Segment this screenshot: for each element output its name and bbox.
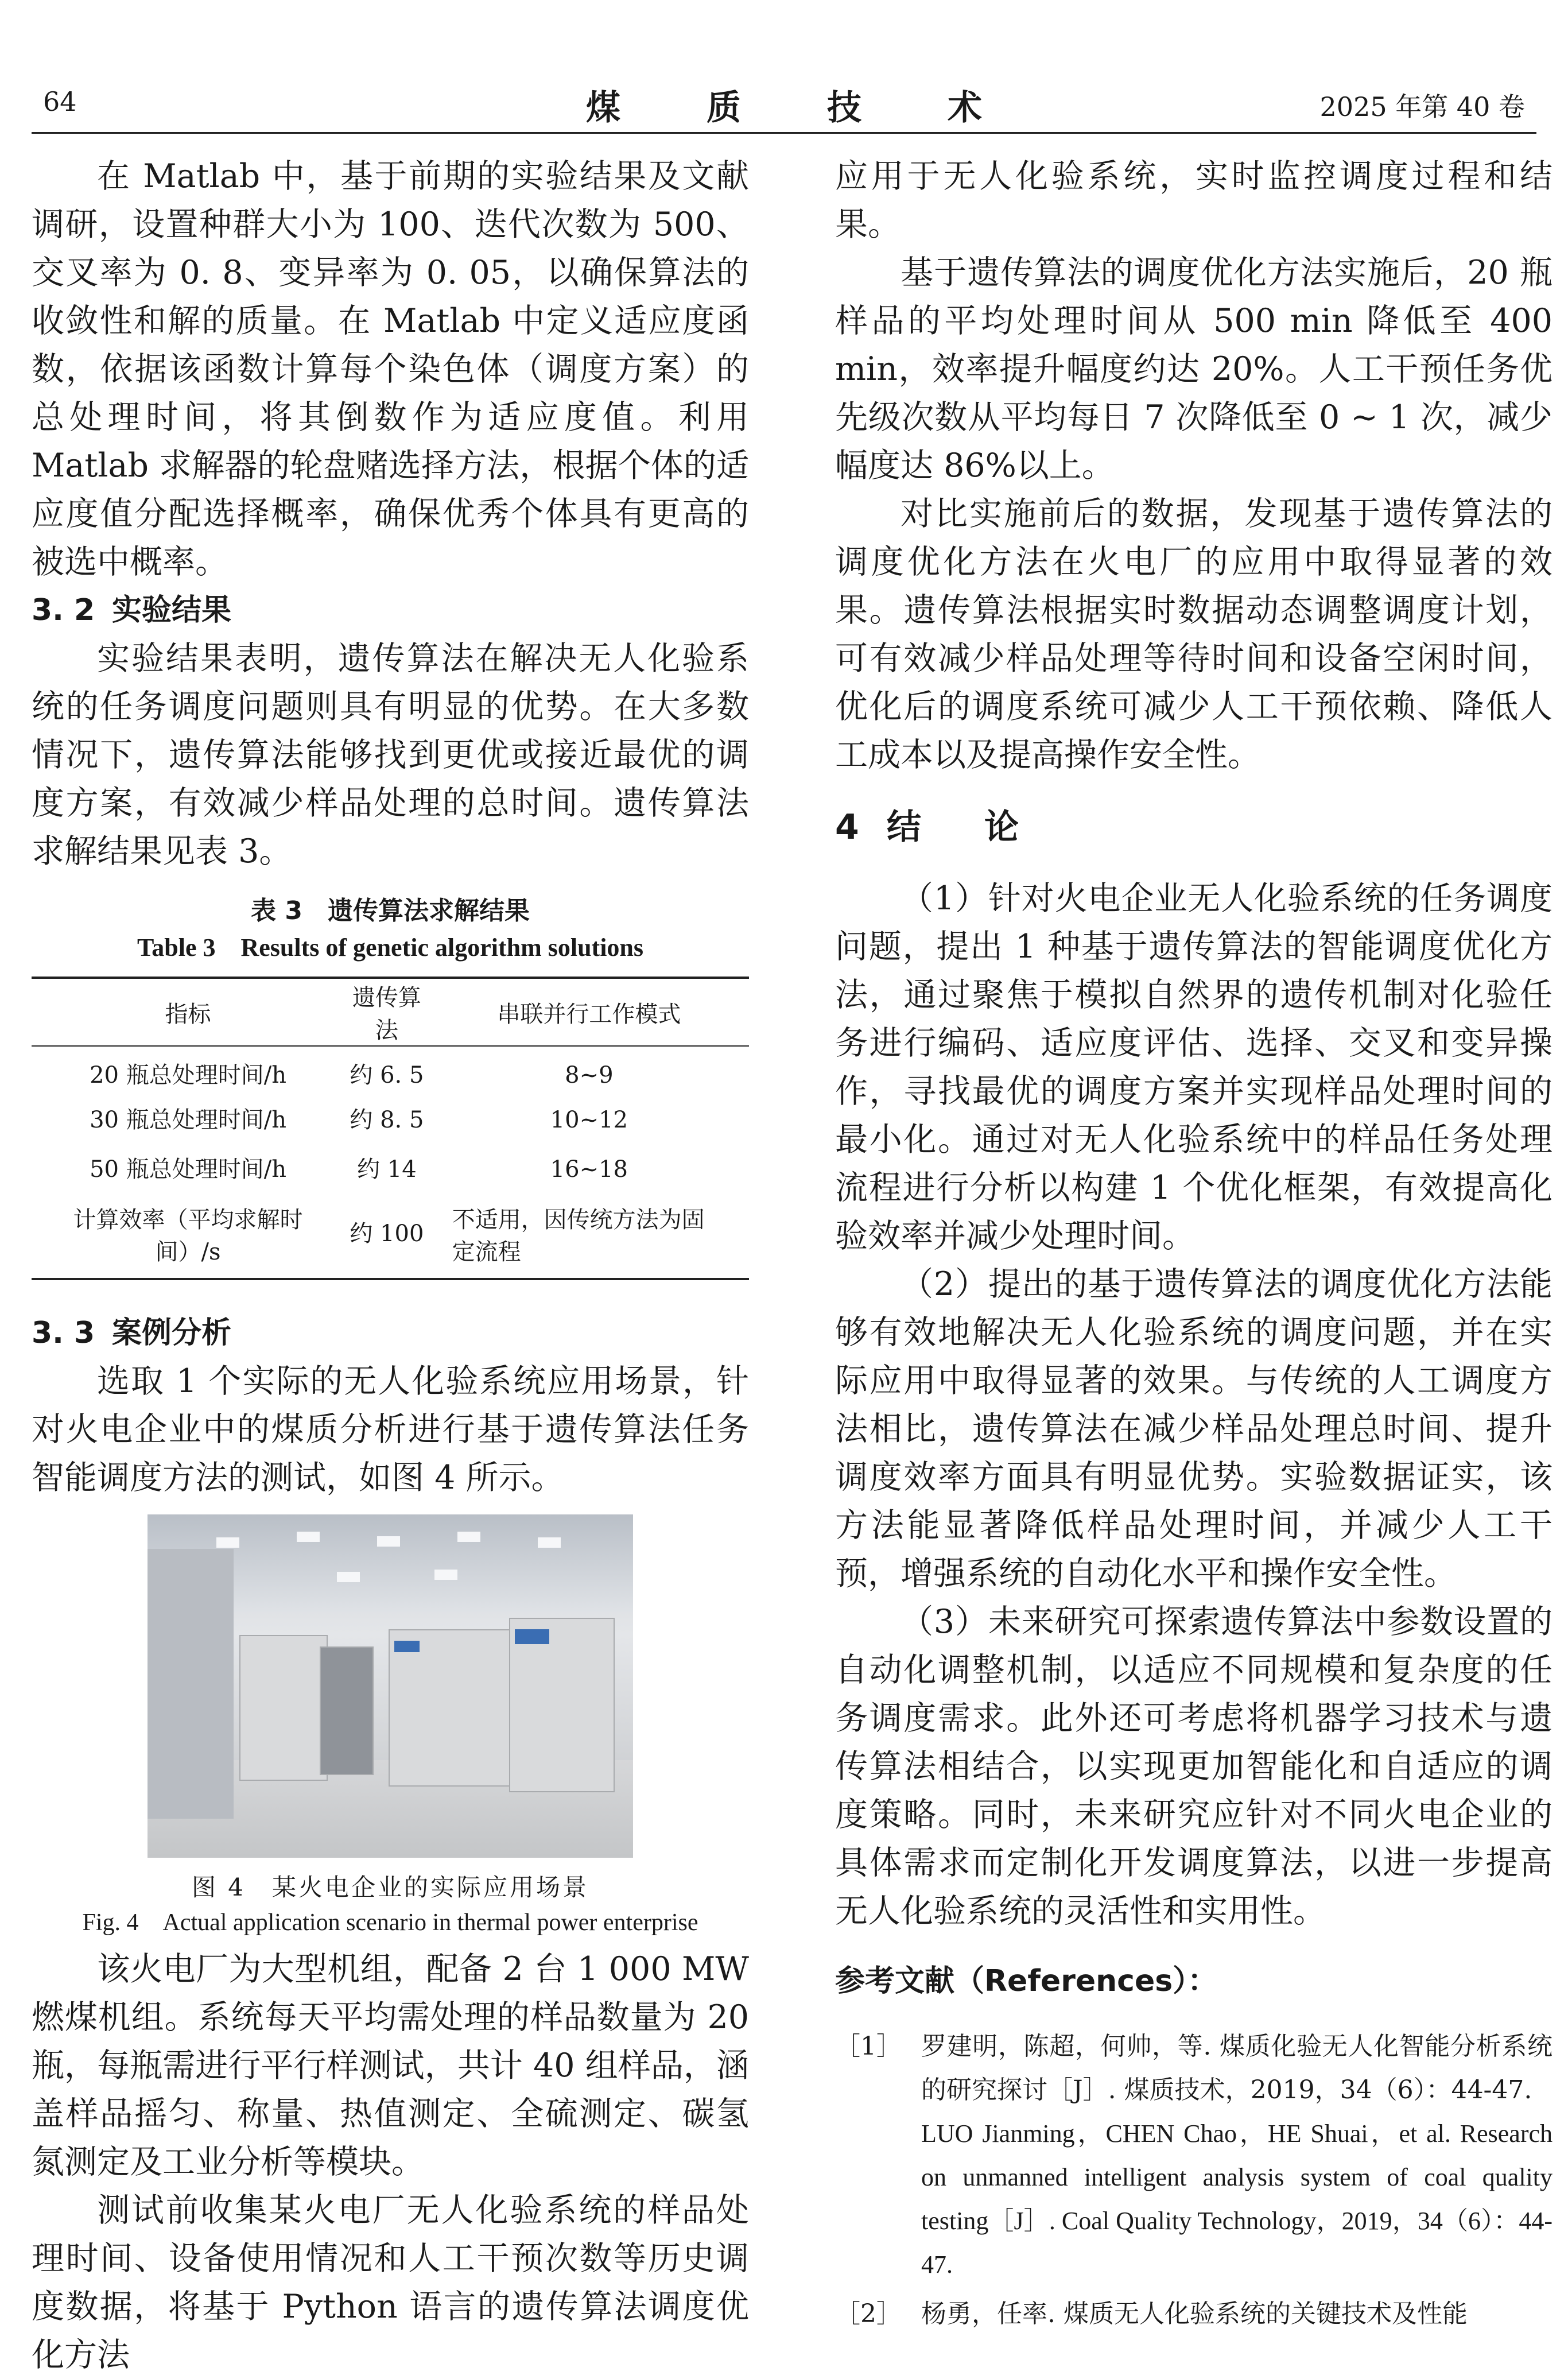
figure-machine [320,1646,374,1775]
volume-label: 2025 年第 40 卷 [1319,91,1525,122]
reference-number: ［2］ [835,2299,902,2328]
paragraph-experiment-results: 实验结果表明，遗传算法在解决无人化验系统的任务调度问题则具有明显的优势。在大多数情况下，遗传算法能够找到更优或接近最优的调度方案，有效减少样品处理的总时间。遗传算法求解结果见表 3。 [32,640,749,870]
paragraph-continued: 应用于无人化验系统，实时监控调度过程和结果。 [835,157,1553,243]
ceiling-light [377,1536,400,1547]
table-header-cell: 指标 [32,978,344,1046]
section-3-2-heading [32,586,749,634]
reference-number: ［1］ [835,2032,902,2061]
ceiling-light [297,1532,320,1542]
results-table [32,977,749,1280]
paragraph-case-intro: 选取 1 个实际的无人化验系统应用场景，针对火电企业中的煤质分析进行基于遗传算法任务智能调度方法的测试，如图 4 所示。 [32,1362,749,1497]
left-column [32,152,749,2379]
figure-machine-badge [515,1629,549,1644]
ceiling-light [337,1572,360,1582]
table-cell: 不适用，因传统方法为固定流程 [452,1207,705,1265]
paragraph-data-collection: 测试前收集某火电厂无人化验系统的样品处理时间、设备使用情况和人工干预次数等历史调度数据，将基于 Python 语言的遗传算法调度优化方法 [32,2191,749,2374]
table-cell: 约 8. 5 [350,1107,424,1133]
table-header-cell: 串联并行工作模式 [429,978,749,1046]
table-caption-en: Table 3 Results of genetic algorithm solutions [137,933,644,962]
conclusion-3: （3）未来研究可探索遗传算法中参数设置的自动化调整机制，以适应不同规模和复杂度的任务调度需求。此外还可考虑将机器学习技术与遗传算法相结合，以实现更加智能化和自适应的调度策略。同时，未来研究应针对不同火电企业的具体需求而定制化开发调度算法，以进一步提高无人化验系统的灵活性和实用性。 [835,1603,1553,1930]
reference-item [835,2292,1553,2336]
section-title: 结论 [887,807,1082,847]
section-4-heading [835,803,1553,851]
table-cell: 约 6. 5 [350,1062,424,1088]
table-cell: 16~18 [550,1156,628,1183]
table-cell: 约 100 [350,1220,424,1247]
table-cell: 约 14 [357,1156,417,1183]
paragraph-power-plant: 该火电厂为大型机组，配备 2 台 1 000 MW 燃煤机组。系统每天平均需处理的样品数量为 20 瓶，每瓶需进行平行样测试，共计 40 组样品，涵盖样品摇匀、称量、热值测定、全硫测定、碳氢氮测定及工业分析等模块。 [32,1950,749,2181]
ceiling-light [216,1537,239,1548]
table-cell: 10~12 [550,1107,628,1133]
section-3-3-heading [32,1309,749,1357]
references-heading: 参考文献（References）： [835,1964,1218,1998]
ceiling-light [434,1570,457,1580]
ceiling-light [538,1537,561,1548]
table-cell: 计算效率（平均求解时间）/s [73,1207,303,1265]
section-number: 3. 2 [32,593,95,627]
table-cell: 20 瓶总处理时间/h [90,1062,286,1088]
paragraph-matlab-setup: 在 Matlab 中，基于前期的实验结果及文献调研，设置种群大小为 100、迭代次数为 500、交叉率为 0. 8、变异率为 0. 05，以确保算法的收敛性和解的质量。在 Matlab 中定义适应度函数，依据该函数计算每个染色体（调度方案）的总处理时间，将其倒数作为适应度值。利用 Matlab 求解器的轮盘赌选择方法，根据个体的适应度值分配选择概率，确保优秀个体具有更高的被选中概率。 [32,157,749,581]
figure-machine-badge [394,1641,420,1652]
page-number: 64 [43,86,77,117]
table-caption-cn: 表 3 遗传算法求解结果 [251,896,530,925]
table-row [32,1145,749,1194]
paragraph-comparison: 对比实施前后的数据，发现基于遗传算法的调度优化方法在火电厂的应用中取得显著的效果。遗传算法根据实时数据动态调整调度计划，可有效减少样品处理等待时间和设备空闲时间，优化后的调度系统可减少人工干预依赖、降低人工成本以及提高操作安全性。 [835,495,1553,774]
reference-item [835,2025,1553,2287]
table-cell: 30 瓶总处理时间/h [90,1107,286,1133]
conclusion-1: （1）针对火电企业无人化验系统的任务调度问题，提出 1 种基于遗传算法的智能调度优化方法，通过聚焦于模拟自然界的遗传机制对化验任务进行编码、适应度评估、选择、交叉和变异操作，寻找最优的调度方案并实现样品处理时间的最小化。通过对无人化验系统中的样品任务处理流程进行分析以构建 1 个优化框架，有效提高化验效率并减少处理时间。 [835,879,1553,1255]
reference-text-en: LUO Jianming，CHEN Chao，HE Shuai，et al. Research on unmanned intelligent analysis system of coal quality testing［J］. Coal Quality Technology，2019，34（6）：44-47. [921,2120,1553,2279]
table-header-cell: 遗传算法 [344,978,429,1046]
table-row [32,1194,749,1279]
figure-machine [389,1629,517,1787]
table-cell: 50 瓶总处理时间/h [90,1156,286,1183]
ceiling-light [457,1532,480,1542]
right-column [835,152,1553,2342]
journal-title: 煤质技术 [586,88,1068,128]
reference-text-cn: 罗建明，陈超，何帅，等. 煤质化验无人化智能分析系统的研究探讨［J］. 煤质技术，2019，34（6）：44-47. [921,2032,1553,2105]
reference-text-cn: 杨勇，任率. 煤质无人化验系统的关键技术及性能 [921,2299,1468,2328]
paragraph-efficiency: 基于遗传算法的调度优化方法实施后，20 瓶样品的平均处理时间从 500 min 降低至 400 min，效率提升幅度约达 20%。人工干预任务优先级次数从平均每日 7 次降低至 0 ~ 1 次，减少幅度达 86%以上。 [835,254,1553,485]
table-row [32,1095,749,1145]
section-number: 4 [835,807,859,847]
figure-lab-scene [148,1514,633,1858]
figure-machine [239,1635,328,1781]
table-cell: 8~9 [565,1062,614,1088]
figure-left-wall [148,1549,234,1819]
conclusion-2: （2）提出的基于遗传算法的调度优化方法能够有效地解决无人化验系统的调度问题，并在实际应用中取得显著的效果。与传统的人工调度方法相比，遗传算法在减少样品处理总时间、提升调度效率方面具有明显优势。实验数据证实，该方法能显著降低样品处理时间，并减少人工干预，增强系统的自动化水平和操作安全性。 [835,1265,1553,1593]
figure-caption-en: Fig. 4 Actual application scenario in thermal power enterprise [82,1909,698,1936]
page-header [32,75,1536,134]
section-number: 3. 3 [32,1316,95,1350]
section-title: 实验结果 [112,593,232,627]
table-row [32,1046,749,1095]
figure-caption-cn: 图 4 某火电企业的实际应用场景 [191,1873,589,1901]
section-title: 案例分析 [112,1316,232,1350]
